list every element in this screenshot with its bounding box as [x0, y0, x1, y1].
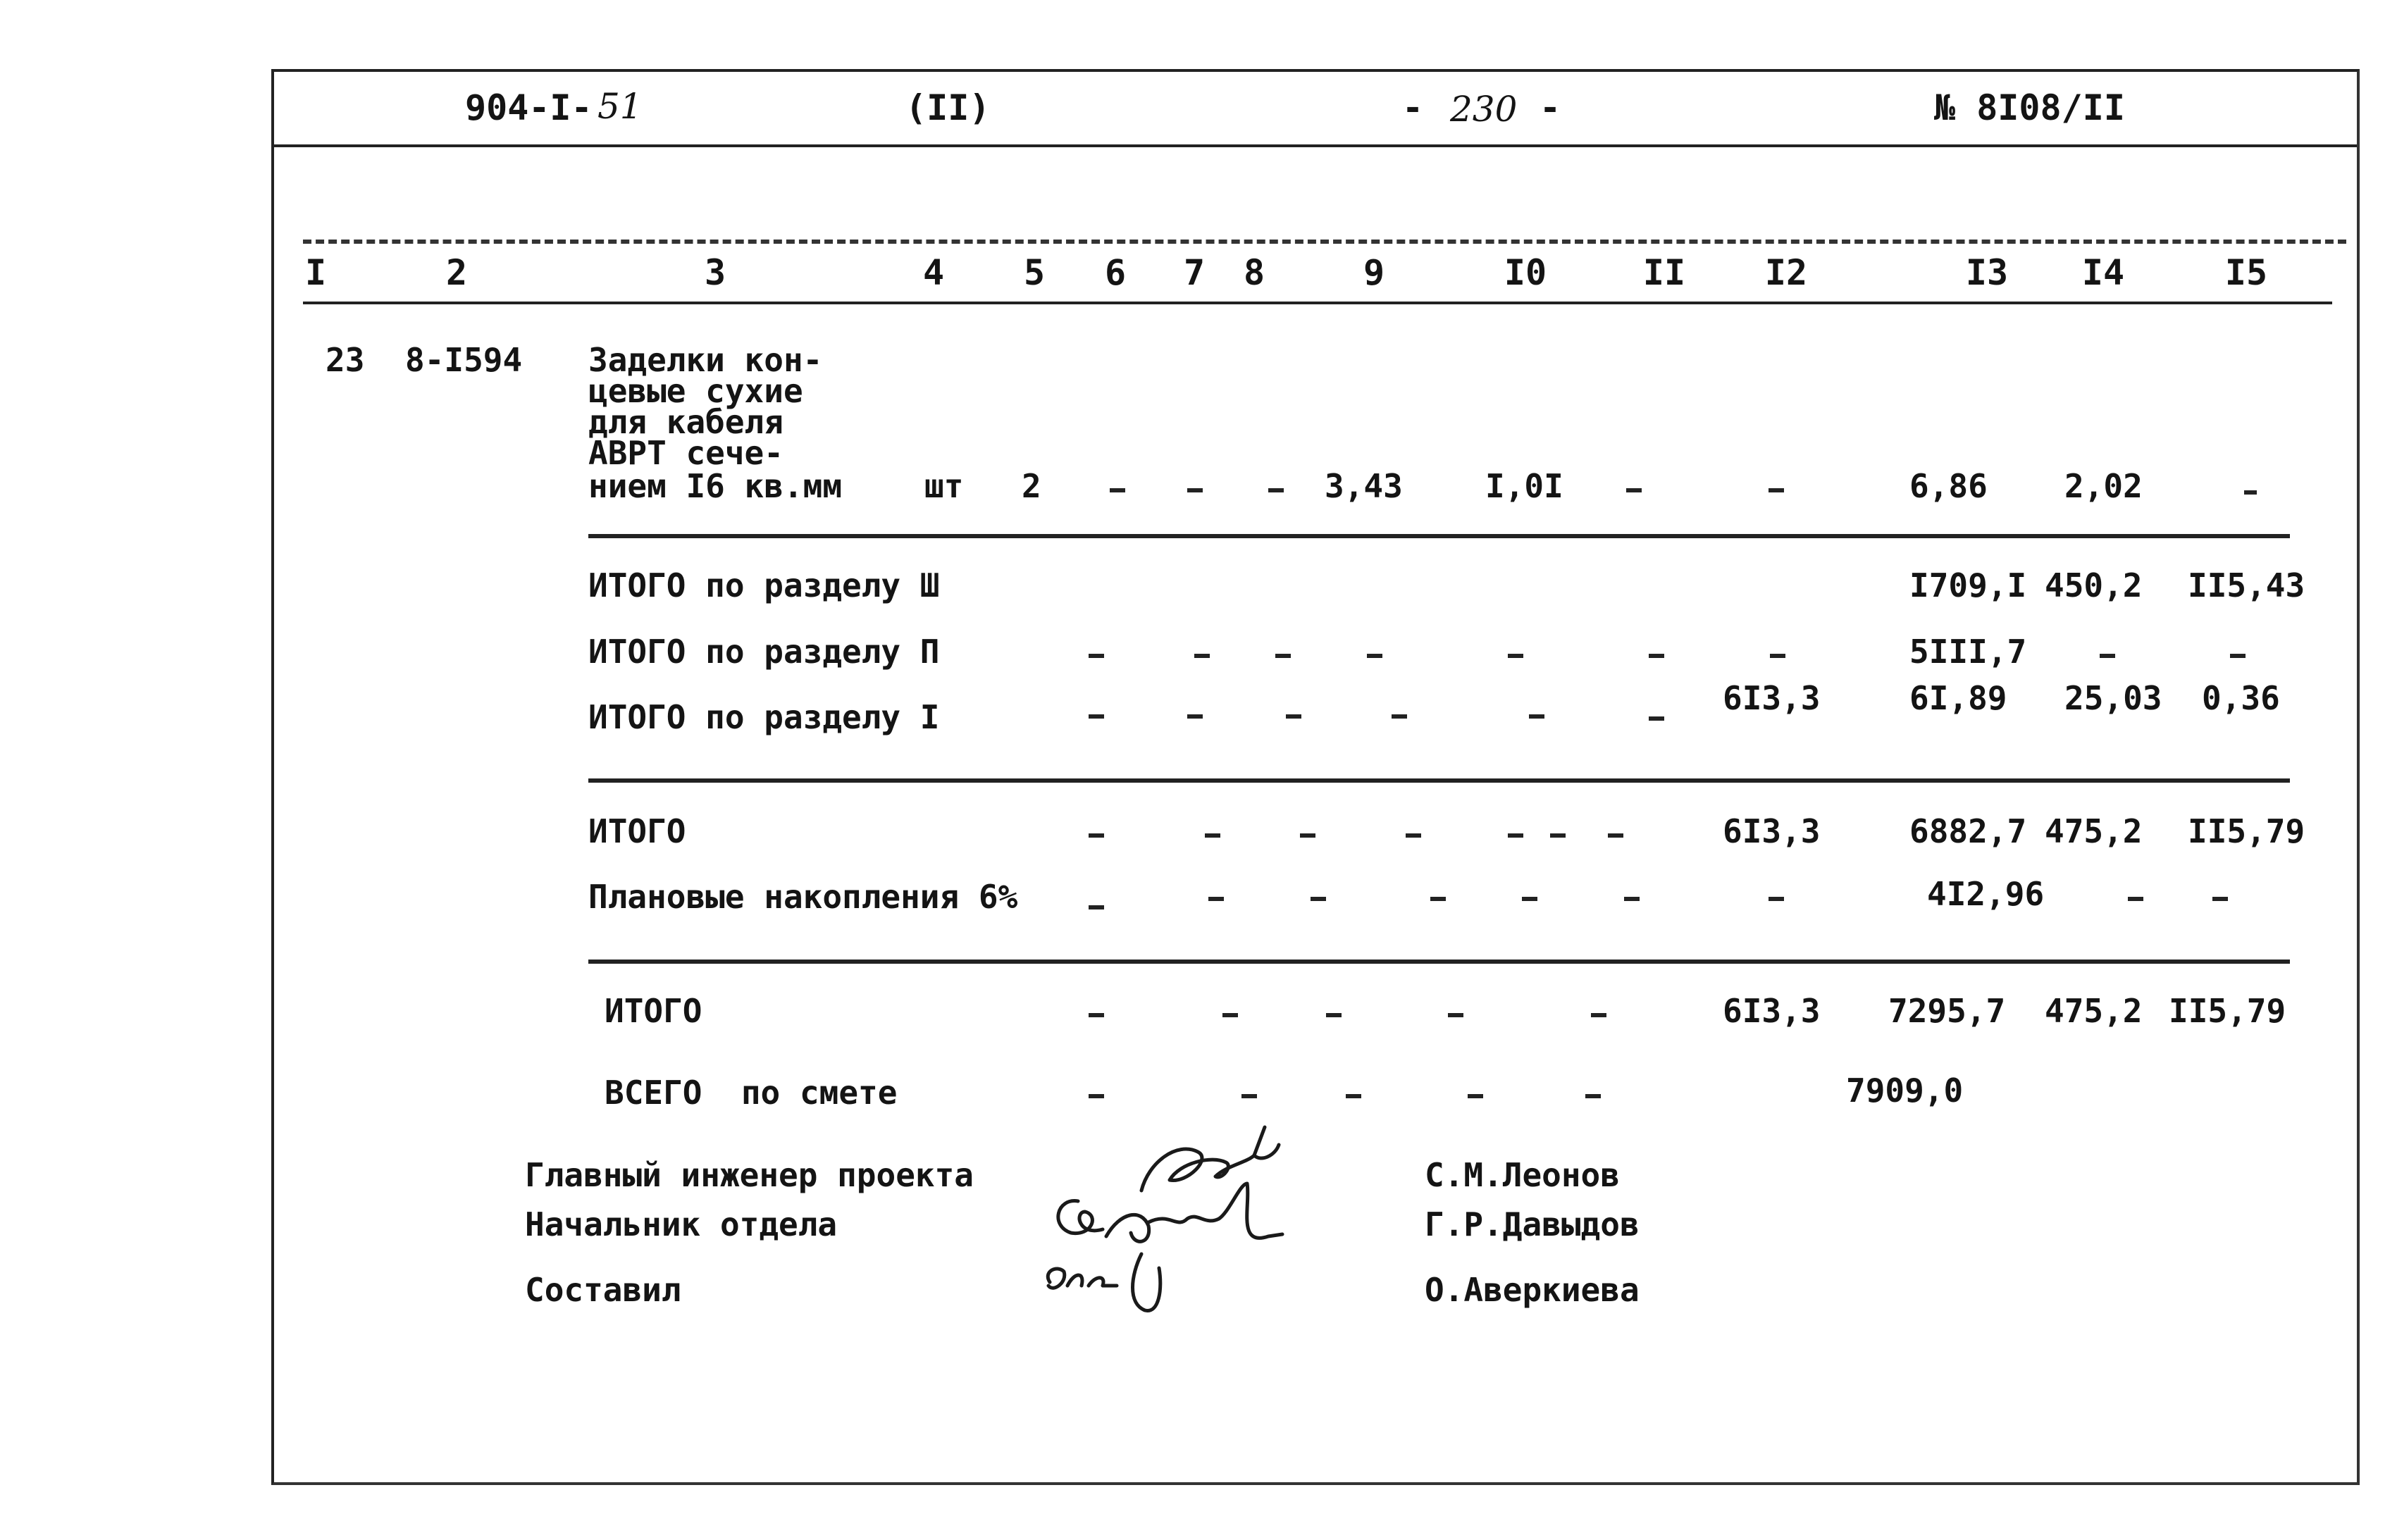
dash-cell	[1089, 714, 1104, 719]
col-num-13: I3	[1965, 252, 2009, 293]
dash-cell	[1268, 488, 1284, 492]
dash-cell	[1649, 716, 1664, 721]
part-number: (II)	[905, 87, 991, 128]
register-number: № 8I08/II	[1934, 87, 2125, 128]
col-num-6: 6	[1104, 252, 1127, 293]
dash-cell	[2244, 490, 2257, 495]
dash-cell	[1241, 1094, 1257, 1098]
dash-cell	[1608, 833, 1623, 838]
dash-cell	[1187, 488, 1203, 492]
section3-label: ИТОГО по разделу Ш	[588, 566, 940, 604]
section-rule	[588, 778, 2290, 783]
dash-cell	[1430, 897, 1446, 901]
col-num-10: I0	[1504, 252, 1547, 293]
grand-total-label: ВСЕГО по смете	[605, 1074, 898, 1112]
item-desc-line-4: АВРТ сече-	[588, 434, 783, 472]
section1-col15: 0,36	[2202, 679, 2280, 717]
role-compiler: Составил	[525, 1271, 681, 1309]
role-chief-engineer: Главный инженер проекта	[525, 1156, 974, 1194]
dash-cell	[1208, 897, 1224, 901]
column-header-top-rule	[303, 240, 2346, 244]
dash-cell	[1769, 897, 1784, 901]
col-num-15: I5	[2224, 252, 2268, 293]
col-num-8: 8	[1243, 252, 1265, 293]
dash-cell	[2230, 654, 2246, 658]
item-qty: 2	[1022, 467, 1041, 505]
dash-cell	[1286, 714, 1301, 719]
dash-cell	[1550, 833, 1566, 838]
column-header-bottom-rule	[303, 302, 2332, 304]
item-number: 23	[326, 341, 365, 379]
item-desc-line-2: цевые сухие	[588, 372, 803, 410]
dash-cell	[1194, 654, 1210, 658]
dash-cell	[1529, 714, 1544, 719]
section2-label: ИТОГО по разделу П	[588, 633, 940, 671]
doc-code-handwritten: 51	[597, 86, 643, 127]
dash-cell	[1275, 654, 1291, 658]
dash-cell	[1089, 1094, 1104, 1098]
section1-col14: 25,03	[2064, 679, 2162, 717]
section1-col13: 6I,89	[1909, 679, 2007, 717]
section1-col12: 6I3,3	[1723, 679, 1821, 717]
dash-cell	[1222, 1013, 1238, 1017]
col-num-12: I2	[1764, 252, 1808, 293]
planned-col13: 4I2,96	[1927, 875, 2045, 913]
name-compiler: О.Аверкиева	[1425, 1271, 1640, 1309]
dash-cell	[2100, 654, 2115, 658]
dash-cell	[1392, 714, 1407, 719]
dash-cell	[1311, 897, 1326, 901]
dash-cell	[1468, 1094, 1483, 1098]
section-rule	[588, 960, 2290, 964]
col-num-4: 4	[922, 252, 945, 293]
dash-cell	[1205, 833, 1220, 838]
item-desc-line-3: для кабеля	[588, 403, 783, 441]
dash-cell	[1508, 654, 1523, 658]
item-desc-line-5: нием I6 кв.мм	[588, 467, 843, 505]
col-num-14: I4	[2081, 252, 2125, 293]
item-desc-line-1: Заделки кон-	[588, 341, 823, 379]
role-department-head: Начальник отдела	[525, 1205, 838, 1243]
page-prefix: -	[1402, 87, 1424, 128]
dash-cell	[1522, 897, 1537, 901]
total2-label: ИТОГО	[605, 992, 702, 1030]
dash-cell	[1649, 654, 1664, 658]
col-num-7: 7	[1183, 252, 1206, 293]
col-num-9: 9	[1363, 252, 1385, 293]
total1-col13: 6882,7	[1909, 812, 2027, 850]
total2-col12: 6I3,3	[1723, 992, 1821, 1030]
dash-cell	[2212, 897, 2228, 901]
dash-cell	[1089, 905, 1104, 909]
page-suffix: -	[1540, 87, 1561, 128]
dash-cell	[1770, 654, 1785, 658]
dash-cell	[1089, 833, 1104, 838]
section1-label: ИТОГО по разделу I	[588, 698, 940, 736]
item-col13: 6,86	[1909, 467, 1988, 505]
dash-cell	[1624, 897, 1640, 901]
dash-cell	[1326, 1013, 1342, 1017]
item-col14: 2,02	[2064, 467, 2143, 505]
item-code: 8-I594	[405, 341, 523, 379]
page-number: 230	[1450, 89, 1518, 130]
total2-col13: 7295,7	[1888, 992, 2006, 1030]
dash-cell	[1300, 833, 1315, 838]
total1-col12: 6I3,3	[1723, 812, 1821, 850]
section3-col14: 450,2	[2045, 566, 2143, 604]
col-num-1: I	[304, 252, 327, 293]
dash-cell	[1508, 833, 1523, 838]
col-num-3: 3	[704, 252, 726, 293]
col-num-11: II	[1642, 252, 1686, 293]
total1-col14: 475,2	[2045, 812, 2143, 850]
dash-cell	[1346, 1094, 1361, 1098]
planned-label: Плановые накопления 6%	[588, 878, 1018, 916]
header-rule	[274, 144, 2357, 147]
dash-cell	[1585, 1094, 1601, 1098]
section3-col15: II5,43	[2188, 566, 2305, 604]
dash-cell	[1406, 833, 1421, 838]
dash-cell	[1591, 1013, 1606, 1017]
name-department-head: Г.Р.Давыдов	[1425, 1205, 1640, 1243]
total2-col14: 475,2	[2045, 992, 2143, 1030]
section2-col13: 5III,7	[1909, 633, 2027, 671]
dash-cell	[1089, 1013, 1104, 1017]
total1-col15: II5,79	[2188, 812, 2305, 850]
col-num-5: 5	[1023, 252, 1046, 293]
doc-code: 904-I-	[465, 87, 593, 128]
dash-cell	[2128, 897, 2143, 901]
dash-cell	[1769, 488, 1784, 492]
total1-label: ИТОГО	[588, 812, 686, 850]
name-chief-engineer: С.М.Леонов	[1425, 1156, 1620, 1194]
item-col10: I,0I	[1485, 467, 1563, 505]
grand-total-value: 7909,0	[1846, 1072, 1964, 1110]
dash-cell	[1110, 488, 1125, 492]
item-col9: 3,43	[1325, 467, 1403, 505]
dash-cell	[1367, 654, 1382, 658]
col-num-2: 2	[445, 252, 468, 293]
dash-cell	[1187, 714, 1203, 719]
handwritten-signatures	[1036, 1113, 1332, 1324]
dash-cell	[1626, 488, 1642, 492]
section-rule	[588, 534, 2290, 538]
dash-cell	[1448, 1013, 1463, 1017]
section3-col13: I709,I	[1909, 566, 2027, 604]
item-unit: шт	[924, 467, 964, 505]
dash-cell	[1089, 654, 1104, 658]
total2-col15: II5,79	[2169, 992, 2286, 1030]
